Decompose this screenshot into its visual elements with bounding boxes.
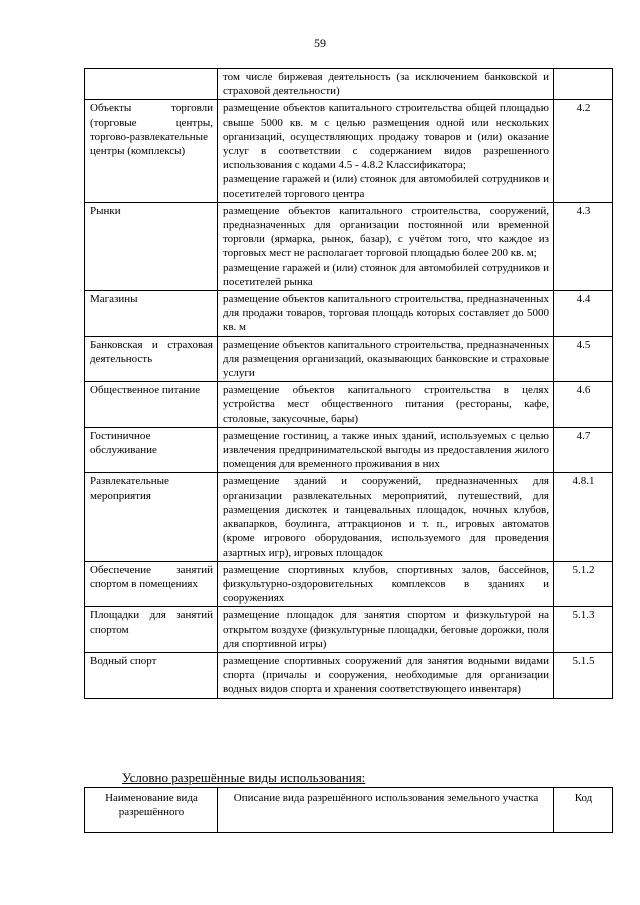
page-number: 59 [314,36,326,50]
cell-code: 4.5 [554,336,613,382]
table-header-row [85,788,613,833]
cell-code: 4.3 [554,202,613,290]
cell-name [85,69,218,100]
cell-name: Развлекательные мероприятия [85,473,218,561]
table-row [85,336,613,382]
table-row [85,382,613,428]
table-row [85,561,613,607]
cell-description: размещение зданий и сооружений, предназначенных для организации развлекательных мероприятий, путешествий, для размещения дискотек и танцевальных площадок, ночных клубов, аквапарков, боулинга, аттракционов и т. п., игровых автоматов (кроме игрового оборудования, используемого для проведения азартных игр), игровых площадок [218,473,554,561]
cell-description: размещение объектов капитального строительства, предназначенных для продажи товаров, торговая площадь которых составляет до 5000 кв. м [218,291,554,337]
header-description: Описание вида разрешённого использования земельного участка [218,788,554,833]
cell-description: размещение объектов капитального строительства, сооружений, предназначенных для организации постоянной или временной торговли (ярмарка, рынок, базар), с учётом того, что каждое из торговых мест не располагает торговой площадью более 200 кв. м; размещение гаражей и (или) стоянок для автомобилей сотрудников и посетителей рынка [218,202,554,290]
cell-code [554,69,613,100]
permitted-uses-table [84,68,613,699]
cell-code: 5.1.5 [554,652,613,698]
header-name: Наименование вида разрешённого [85,788,218,833]
cell-name: Обеспечение занятий спортом в помещениях [85,561,218,607]
table-row [85,202,613,290]
cell-description: размещение объектов капитального строительства в целях устройства мест общественного питания (рестораны, кафе, столовые, закусочные, бары) [218,382,554,428]
cell-description: размещение объектов капитального строительства, предназначенных для размещения организаций, оказывающих банковские и страховые услуги [218,336,554,382]
cell-code: 5.1.3 [554,607,613,653]
table-row [85,652,613,698]
table-row [85,427,613,473]
cell-description: том числе биржевая деятельность (за исключением банковской и страховой деятельности) [218,69,554,100]
cell-description: размещение площадок для занятия спортом и физкультурой на открытом воздухе (физкультурные площадки, беговые дорожки, поля для спортивной игры) [218,607,554,653]
cell-name: Гостиничное обслуживание [85,427,218,473]
cell-name: Рынки [85,202,218,290]
cell-description: размещение спортивных сооружений для занятия водными видами спорта (причалы и сооружения, необходимые для организации водных видов спорта и хранения соответствующего инвентаря) [218,652,554,698]
cell-description: размещение объектов капитального строительства общей площадью свыше 5000 кв. м с целью размещения одной или нескольких организаций, осуществляющих продажу товаров и (или) оказание услуг в соответствии с содержанием видов разрешенного использования с кодами 4.5 - 4.8.2 Классификатора; размещение гаражей и (или) стоянок для автомобилей сотрудников и посетителей торгового центра [218,100,554,202]
cell-code: 4.4 [554,291,613,337]
cell-name: Объекты торговли (торговые центры, торгово-развлекательные центры (комплексы) [85,100,218,202]
cell-code: 4.7 [554,427,613,473]
table-body [85,69,613,699]
section-heading: Условно разрешённые виды использования: [122,770,366,785]
table-row [85,473,613,561]
cell-name: Общественное питание [85,382,218,428]
cell-name: Магазины [85,291,218,337]
header-code: Код [554,788,613,833]
table-row [85,607,613,653]
cell-code: 4.8.1 [554,473,613,561]
table-row [85,291,613,337]
cell-description: размещение спортивных клубов, спортивных залов, бассейнов, физкультурно-оздоровительных комплексов в зданиях и сооружениях [218,561,554,607]
table-row [85,100,613,202]
cell-name: Водный спорт [85,652,218,698]
cell-code: 4.2 [554,100,613,202]
cell-name: Банковская и страховая деятельность [85,336,218,382]
cell-name: Площадки для занятий спортом [85,607,218,653]
cell-code: 4.6 [554,382,613,428]
cell-description: размещение гостиниц, а также иных зданий, используемых с целью извлечения предпринимательской выгоды из предоставления жилого помещения для временного проживания в них [218,427,554,473]
table-row [85,69,613,100]
cell-code: 5.1.2 [554,561,613,607]
conditional-uses-table [84,787,613,833]
